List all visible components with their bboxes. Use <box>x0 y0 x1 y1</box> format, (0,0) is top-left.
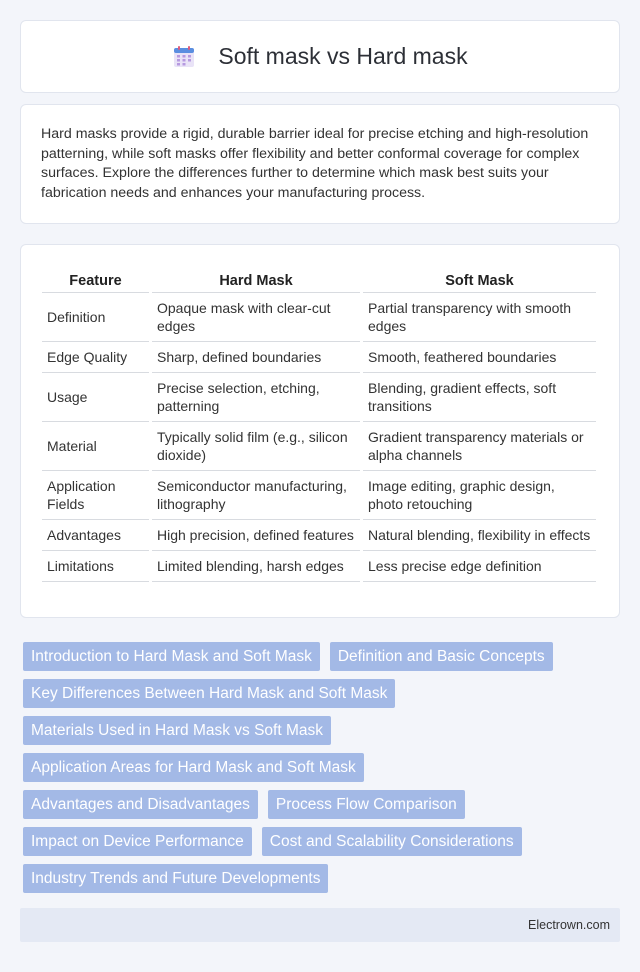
tag-row <box>23 864 623 893</box>
calendar-icon <box>172 45 196 69</box>
intro-card <box>20 104 620 224</box>
cell-hard-mask: Semiconductor manufacturing, lithography <box>152 471 360 520</box>
tag-link[interactable]: Industry Trends and Future Developments <box>23 864 328 893</box>
cell-soft-mask: Image editing, graphic design, photo retouching <box>363 471 596 520</box>
cell-feature: Usage <box>42 373 149 422</box>
tag-link[interactable]: Cost and Scalability Considerations <box>262 827 522 856</box>
cell-feature: Material <box>42 422 149 471</box>
tag-row <box>23 716 623 745</box>
cell-hard-mask: Precise selection, etching, patterning <box>152 373 360 422</box>
cell-hard-mask: Typically solid film (e.g., silicon dioxide) <box>152 422 360 471</box>
intro-text: Hard masks provide a rigid, durable barrier ideal for precise etching and high-resolution patterning, while soft masks offer flexibility and better conformal coverage for complex surfaces. Explore the differences further to determine which mask best suits your fabrication needs and enhances your manufacturing process. <box>41 126 589 201</box>
cell-feature: Edge Quality <box>42 342 149 373</box>
tag-link[interactable]: Materials Used in Hard Mask vs Soft Mask <box>23 716 331 745</box>
tag-link[interactable]: Key Differences Between Hard Mask and Soft Mask <box>23 679 395 708</box>
header-feature: Feature <box>42 265 149 293</box>
footer <box>20 908 620 942</box>
cell-hard-mask: Limited blending, harsh edges <box>152 551 360 582</box>
topic-tags <box>23 642 623 901</box>
cell-soft-mask: Blending, gradient effects, soft transitions <box>363 373 596 422</box>
tag-row <box>23 790 623 819</box>
cell-soft-mask: Gradient transparency materials or alpha channels <box>363 422 596 471</box>
comparison-table <box>39 265 599 582</box>
tag-link[interactable]: Advantages and Disadvantages <box>23 790 258 819</box>
footer-brand[interactable]: Electrown.com <box>528 918 610 932</box>
cell-hard-mask: Sharp, defined boundaries <box>152 342 360 373</box>
table-row <box>42 373 596 422</box>
table-row <box>42 551 596 582</box>
header-soft-mask: Soft Mask <box>363 265 596 293</box>
cell-soft-mask: Less precise edge definition <box>363 551 596 582</box>
cell-hard-mask: High precision, defined features <box>152 520 360 551</box>
tag-link[interactable]: Impact on Device Performance <box>23 827 252 856</box>
cell-feature: Application Fields <box>42 471 149 520</box>
tag-link[interactable]: Process Flow Comparison <box>268 790 465 819</box>
table-row <box>42 342 596 373</box>
table-row <box>42 422 596 471</box>
cell-soft-mask: Partial transparency with smooth edges <box>363 293 596 342</box>
header-hard-mask: Hard Mask <box>152 265 360 293</box>
tag-link[interactable]: Definition and Basic Concepts <box>330 642 553 671</box>
table-row <box>42 520 596 551</box>
cell-feature: Definition <box>42 293 149 342</box>
tag-link[interactable]: Introduction to Hard Mask and Soft Mask <box>23 642 320 671</box>
cell-feature: Limitations <box>42 551 149 582</box>
table-row <box>42 293 596 342</box>
table-row <box>42 471 596 520</box>
page-title: Soft mask vs Hard mask <box>218 43 468 69</box>
table-header-row <box>42 265 596 293</box>
tag-row <box>23 642 623 671</box>
cell-soft-mask: Natural blending, flexibility in effects <box>363 520 596 551</box>
comparison-table-card <box>20 244 620 618</box>
cell-hard-mask: Opaque mask with clear-cut edges <box>152 293 360 342</box>
cell-soft-mask: Smooth, feathered boundaries <box>363 342 596 373</box>
title-card <box>20 20 620 93</box>
tag-row <box>23 827 623 856</box>
tag-row <box>23 753 623 782</box>
cell-feature: Advantages <box>42 520 149 551</box>
tag-link[interactable]: Application Areas for Hard Mask and Soft Mask <box>23 753 364 782</box>
tag-row <box>23 679 623 708</box>
